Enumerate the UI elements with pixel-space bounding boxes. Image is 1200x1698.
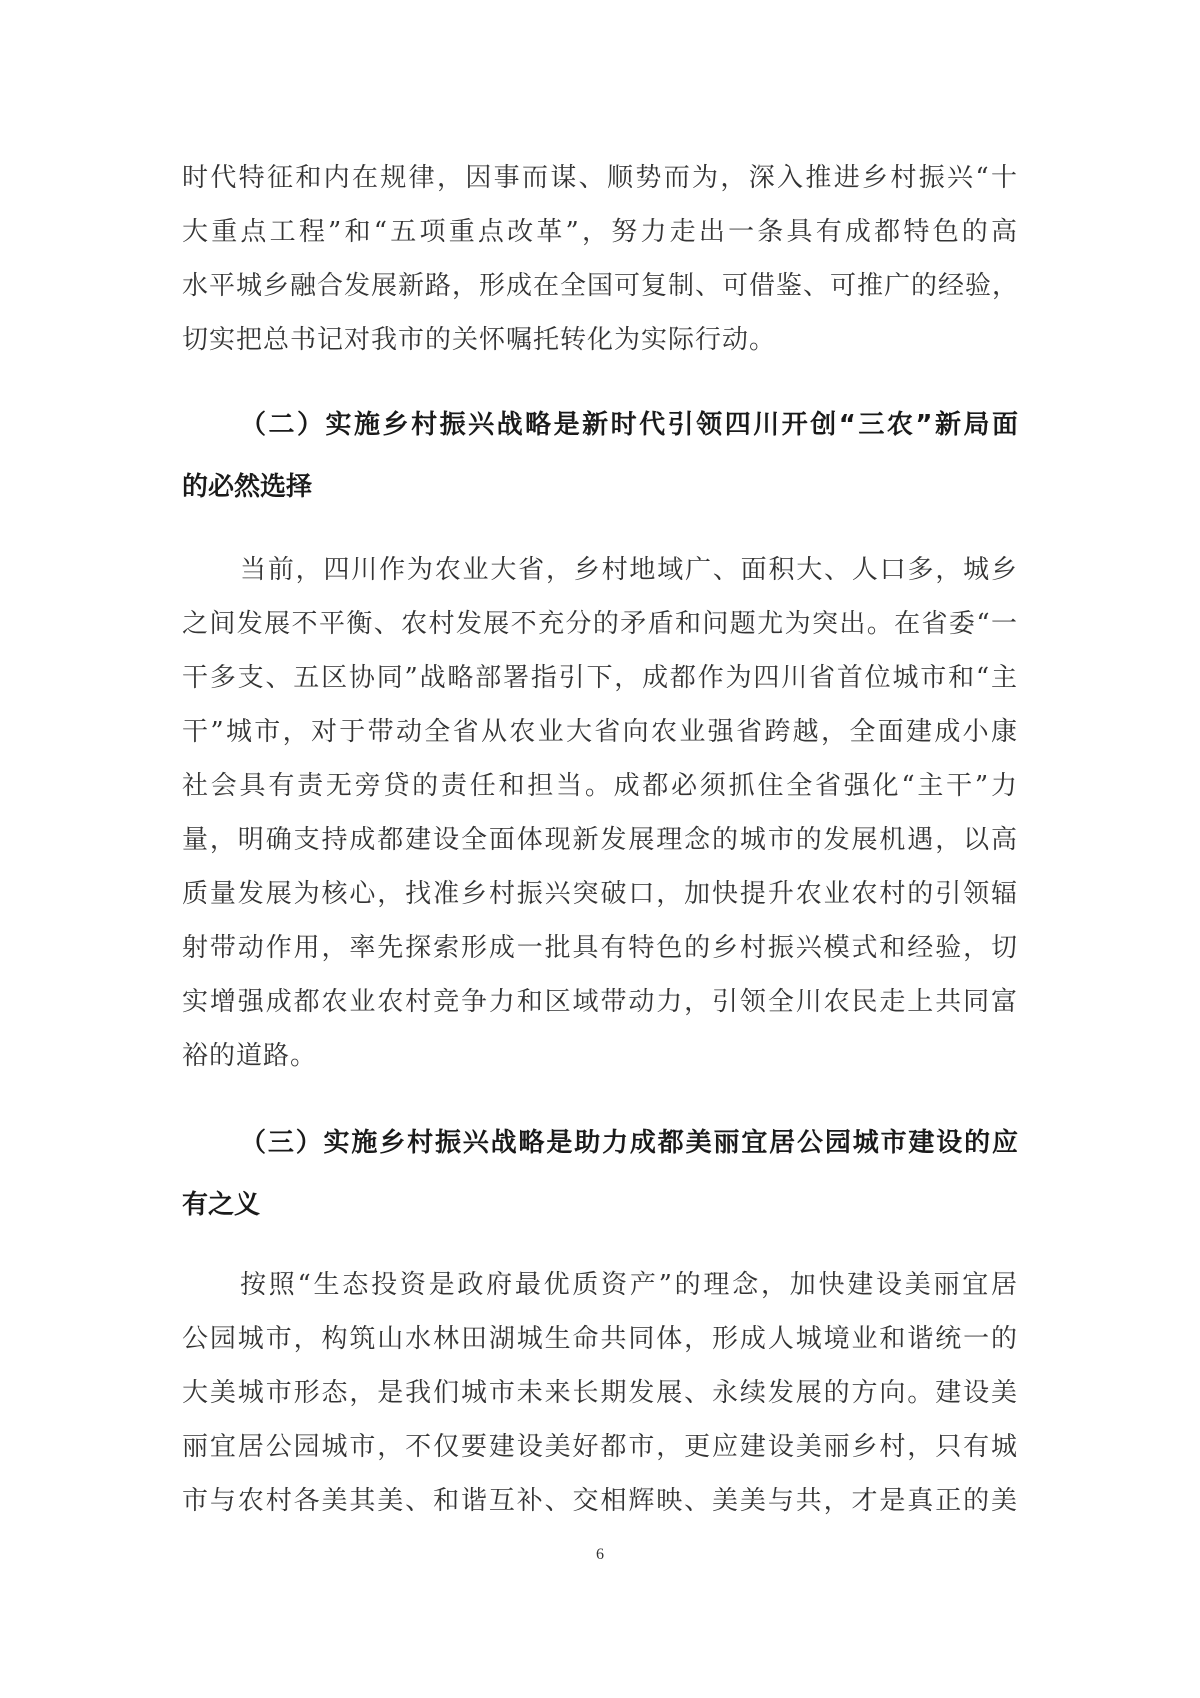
page-number: 6	[596, 1546, 604, 1563]
text-line: 市与农村各美其美、和谐互补、交相辉映、美美与共，才是真正的美	[182, 1486, 1018, 1516]
text-line: 质量发展为核心，找准乡村振兴突破口，加快提升农业农村的引领辐	[182, 879, 1018, 909]
text-line: 公园城市，构筑山水林田湖城生命共同体，形成人城境业和谐统一的	[182, 1324, 1018, 1354]
heading-line: 有之义	[182, 1190, 261, 1220]
text-line: 切实把总书记对我市的关怀嘱托转化为实际行动。	[182, 325, 777, 355]
text-line: 水平城乡融合发展新路，形成在全国可复制、可借鉴、可推广的经验，	[182, 271, 1020, 301]
text-line: 干”城市，对于带动全省从农业大省向农业强省跨越，全面建成小康	[182, 717, 1018, 747]
heading-line: （三）实施乡村振兴战略是助力成都美丽宜居公园城市建设的应	[240, 1128, 1018, 1158]
text-line: 大重点工程”和“五项重点改革”，努力走出一条具有成都特色的高	[182, 217, 1018, 247]
text-line: 射带动作用，率先探索形成一批具有特色的乡村振兴模式和经验，切	[182, 933, 1018, 963]
text-line: 之间发展不平衡、农村发展不充分的矛盾和问题尤为突出。在省委“一	[182, 609, 1018, 639]
heading-line: （二）实施乡村振兴战略是新时代引领四川开创“三农”新局面	[240, 410, 1018, 440]
text-line: 量，明确支持成都建设全面体现新发展理念的城市的发展机遇，以高	[182, 825, 1018, 855]
text-line: 干多支、五区协同”战略部署指引下，成都作为四川省首位城市和“主	[182, 663, 1018, 693]
text-line: 实增强成都农业农村竞争力和区域带动力，引领全川农民走上共同富	[182, 987, 1018, 1017]
text-line: 时代特征和内在规律，因事而谋、顺势而为，深入推进乡村振兴“十	[182, 163, 1018, 193]
text-line: 大美城市形态，是我们城市未来长期发展、永续发展的方向。建设美	[182, 1378, 1018, 1408]
text-line: 当前，四川作为农业大省，乡村地域广、面积大、人口多，城乡	[240, 555, 1018, 585]
text-line: 裕的道路。	[182, 1041, 318, 1071]
text-line: 社会具有责无旁贷的责任和担当。成都必须抓住全省强化“主干”力	[182, 771, 1018, 801]
heading-line: 的必然选择	[182, 472, 313, 502]
text-line: 丽宜居公园城市，不仅要建设美好都市，更应建设美丽乡村，只有城	[182, 1432, 1018, 1462]
text-line: 按照“生态投资是政府最优质资产”的理念，加快建设美丽宜居	[240, 1270, 1018, 1300]
